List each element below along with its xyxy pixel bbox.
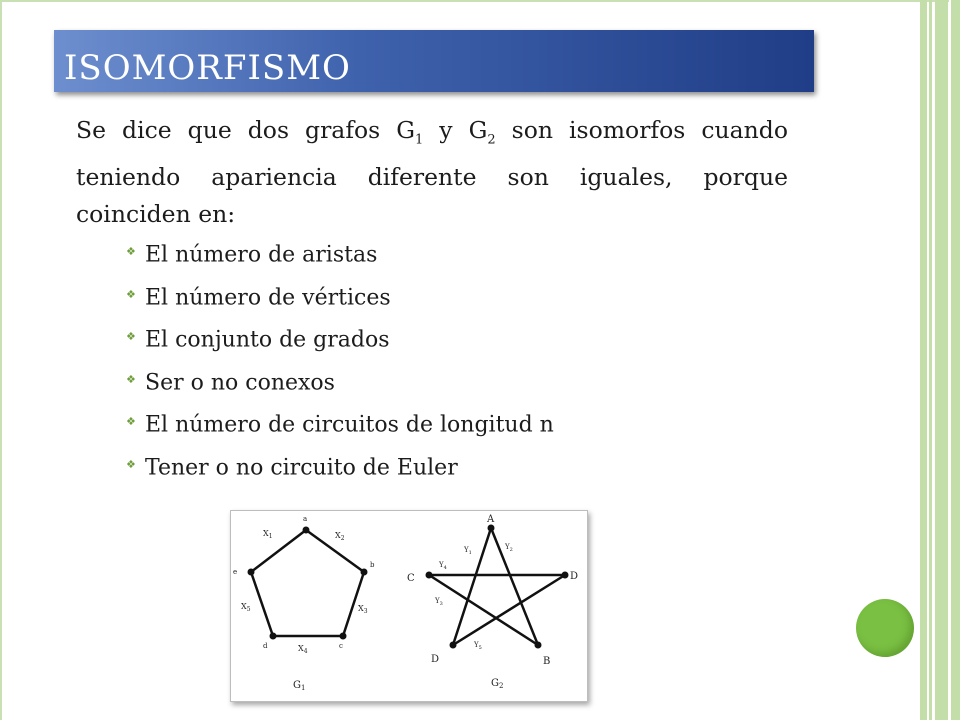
- right-stripe-1: [920, 0, 927, 720]
- diamond-bullet-icon: ❖: [126, 415, 136, 428]
- list-item-text: Ser o no conexos: [145, 369, 335, 395]
- vertex-D-right: [562, 572, 569, 579]
- vertex-label-d: d: [263, 642, 268, 650]
- right-stripe-3: [935, 0, 948, 720]
- edge-y3: [429, 575, 538, 645]
- definition-paragraph: [76, 112, 788, 233]
- edge-y5: [453, 575, 565, 645]
- edge-x5: [251, 572, 273, 636]
- vertex-D-bottom: [450, 642, 457, 649]
- list-item-text: Tener o no circuito de Euler: [145, 454, 458, 480]
- edge-label-x2: $X_2$: [335, 531, 345, 542]
- diamond-bullet-icon: ❖: [126, 457, 136, 471]
- list-item-text: El número de aristas: [145, 242, 378, 268]
- graph-name-g1: $G_1$: [293, 680, 306, 692]
- list-item: [126, 234, 554, 277]
- list-item: [126, 277, 554, 320]
- vertex-label-e: e: [233, 568, 238, 576]
- paragraph-text-3: son isomorfos cuando teniendo apariencia diferente son iguales, porque coinciden en:: [76, 116, 788, 228]
- edge-label-x3: $X_3$: [358, 604, 368, 615]
- edge-label-x1: $X_1$: [263, 529, 273, 540]
- vertex-A: [488, 525, 495, 532]
- graph-g2: [429, 528, 565, 645]
- edge-x1: [251, 530, 306, 572]
- list-item-text: El conjunto de grados: [145, 327, 390, 353]
- paragraph-subscript-2: 2: [487, 132, 496, 148]
- edge-label-y1: $Y_1$: [464, 546, 472, 556]
- edge-label-x5: $X_5$: [241, 602, 251, 613]
- vertex-B: [535, 642, 542, 649]
- isomorphic-graphs-figure: [230, 510, 588, 702]
- vertex-d: [270, 633, 277, 640]
- list-item: [126, 319, 554, 362]
- vertex-label-A: A: [487, 514, 495, 525]
- graph-g1: [251, 530, 364, 636]
- edge-y1: [453, 528, 491, 645]
- graphs-diagram: [231, 511, 587, 701]
- diamond-bullet-icon: ❖: [126, 330, 136, 343]
- edge-label-y3: $Y_3$: [435, 597, 443, 607]
- vertex-a: [303, 527, 310, 534]
- list-item: [126, 447, 554, 490]
- edge-label-y5: $Y_5$: [474, 641, 482, 651]
- diamond-bullet-icon: ❖: [126, 245, 136, 258]
- vertex-label-B: B: [543, 656, 551, 667]
- vertex-label-a: a: [303, 515, 308, 523]
- list-item-text: El número de vértices: [145, 284, 391, 310]
- title-bar: [54, 30, 814, 92]
- edge-label-y4: $Y_4$: [439, 561, 447, 571]
- vertex-label-b: b: [370, 561, 375, 569]
- vertex-label-c: c: [339, 642, 343, 650]
- vertex-label-D-bottom: D: [431, 654, 440, 665]
- right-stripe-2: [929, 0, 932, 720]
- vertex-label-D-right: D: [570, 571, 579, 582]
- edge-label-y2: $Y_2$: [505, 543, 513, 553]
- vertex-c: [340, 633, 347, 640]
- diamond-bullet-icon: ❖: [126, 287, 136, 301]
- paragraph-subscript-1: 1: [415, 132, 424, 148]
- list-item-text: El número de circuitos de longitud n: [145, 412, 554, 438]
- graph-name-g2: $G_2$: [491, 678, 504, 690]
- list-item: [126, 362, 554, 405]
- right-stripe-4: [951, 0, 960, 720]
- vertex-label-C: C: [407, 573, 415, 584]
- list-item: [126, 404, 554, 447]
- paragraph-text-1: Se dice que dos grafos G: [76, 116, 416, 144]
- slide-title: ISOMORFISMO: [64, 48, 351, 88]
- edge-label-x4: $X_4$: [298, 644, 308, 655]
- vertex-b: [361, 569, 368, 576]
- diamond-bullet-icon: ❖: [126, 372, 136, 386]
- vertex-C: [426, 572, 433, 579]
- criteria-list: [126, 234, 554, 489]
- edge-y2: [491, 528, 538, 645]
- green-circle-decoration: [856, 599, 914, 657]
- vertex-e: [248, 569, 255, 576]
- paragraph-text-2: y G: [423, 116, 488, 144]
